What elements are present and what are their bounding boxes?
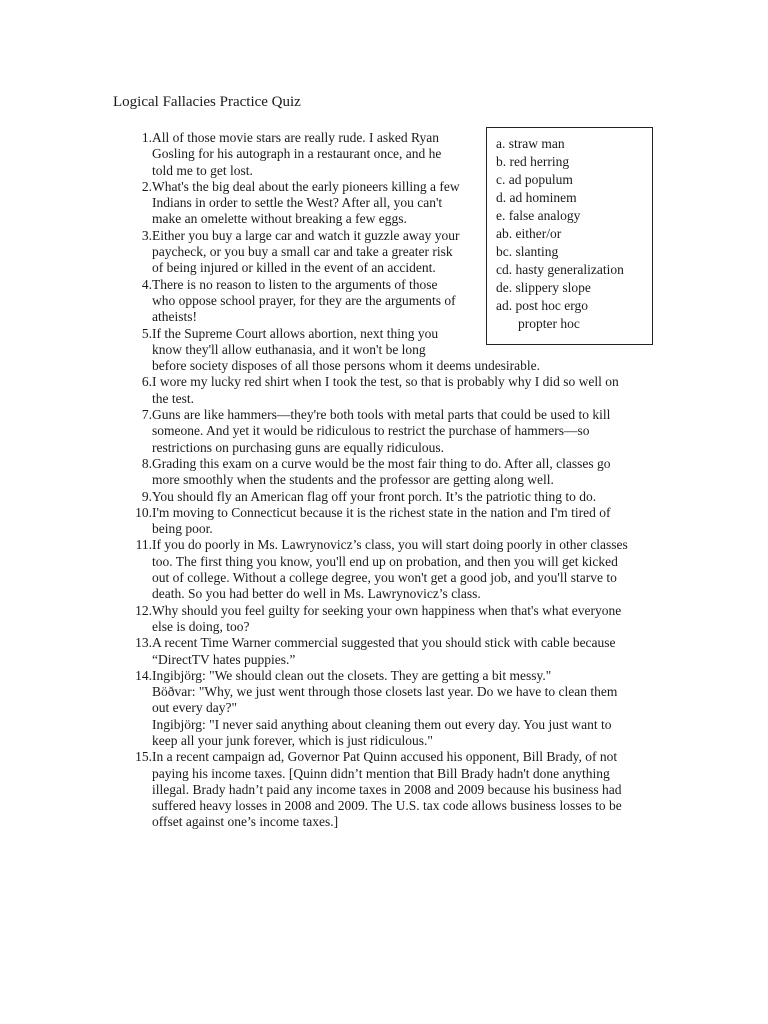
answer-option: c. ad populum bbox=[496, 172, 573, 187]
question-line: paycheck, or you buy a small car and take a greater risk bbox=[152, 244, 453, 260]
question-line: suffered heavy losses in 2008 and 2009. The U.S. tax code allows business losses to be bbox=[152, 798, 622, 814]
question-item bbox=[130, 228, 650, 277]
question-number: 6. bbox=[141, 374, 152, 390]
question-text bbox=[152, 374, 650, 407]
question-text bbox=[152, 603, 650, 636]
question-line: Why should you feel guilty for seeking your own happiness when that's what everyone bbox=[152, 602, 622, 618]
question-item bbox=[130, 749, 650, 830]
question-text bbox=[152, 228, 650, 277]
question-number: 7. bbox=[141, 407, 152, 423]
question-item bbox=[130, 489, 650, 505]
question-line: who oppose school prayer, for they are the arguments of bbox=[152, 292, 456, 308]
question-number: 3. bbox=[141, 227, 152, 243]
question-item bbox=[130, 603, 650, 636]
question-line: illegal. Brady hadn’t paid any income taxes in 2008 and 2009 because his business had bbox=[152, 781, 622, 797]
question-line: paying his income taxes. [Quinn didn’t mention that Bill Brady hadn't done anything bbox=[152, 765, 610, 781]
question-item bbox=[130, 635, 650, 668]
question-text bbox=[152, 635, 650, 668]
question-item bbox=[130, 374, 650, 407]
question-list bbox=[130, 130, 650, 831]
question-number: 12. bbox=[135, 602, 152, 618]
question-number: 4. bbox=[141, 276, 152, 292]
question-line: Indians in order to settle the West? After all, you can't bbox=[152, 195, 443, 211]
question-number: 14. bbox=[135, 667, 152, 683]
question-line: out of college. Without a college degree, you won't get a good job, and you'll starve to bbox=[152, 570, 617, 586]
answer-option-continuation: propter hoc bbox=[518, 316, 580, 331]
question-line: being poor. bbox=[152, 521, 213, 537]
question-line: Guns are like hammers—they're both tools with metal parts that could be used to kill bbox=[152, 407, 611, 423]
question-line: Ingibjörg: "I never said anything about cleaning them out every day. You just want to bbox=[152, 716, 612, 732]
question-line: death. So you had better do well in Ms. Lawrynovicz’s class. bbox=[152, 586, 481, 602]
answer-option: ad. post hoc ergo bbox=[496, 298, 588, 313]
answer-option: bc. slanting bbox=[496, 244, 559, 259]
question-line: know they'll allow euthanasia, and it won't be long bbox=[152, 341, 426, 357]
question-line: Either you buy a large car and watch it guzzle away your bbox=[152, 227, 460, 243]
question-item bbox=[130, 668, 650, 749]
question-line: make an omelette without breaking a few eggs. bbox=[152, 211, 407, 227]
question-item bbox=[130, 179, 650, 228]
question-item bbox=[130, 277, 650, 326]
question-line: offset against one’s income taxes.] bbox=[152, 814, 339, 830]
question-text bbox=[152, 749, 650, 830]
question-line: There is no reason to listen to the arguments of those bbox=[152, 276, 438, 292]
question-number: 8. bbox=[141, 455, 152, 471]
question-line: In a recent campaign ad, Governor Pat Quinn accused his opponent, Bill Brady, of not bbox=[152, 749, 618, 765]
answer-option: d. ad hominem bbox=[496, 190, 577, 205]
question-line: Ingibjörg: "We should clean out the closets. They are getting a bit messy." bbox=[152, 667, 552, 683]
question-item bbox=[130, 326, 650, 375]
question-text bbox=[152, 489, 650, 505]
question-line: keep all your junk forever, which is just ridiculous." bbox=[152, 732, 433, 748]
answer-option: e. false analogy bbox=[496, 208, 581, 223]
question-line: too. The first thing you know, you'll end up on probation, and then you will get kicked bbox=[152, 553, 618, 569]
question-line: I wore my lucky red shirt when I took the test, so that is probably why I did so well on bbox=[152, 374, 619, 390]
question-line: Grading this exam on a curve would be the most fair thing to do. After all, classes go bbox=[152, 455, 611, 471]
question-line: else is doing, too? bbox=[152, 618, 250, 634]
question-line: of being injured or killed in the event of an accident. bbox=[152, 260, 436, 276]
question-line: What's the big deal about the early pioneers killing a few bbox=[152, 178, 460, 194]
question-number: 10. bbox=[135, 504, 152, 520]
question-line: atheists! bbox=[152, 309, 197, 325]
question-text bbox=[152, 537, 650, 602]
question-text bbox=[152, 130, 650, 179]
question-line: out every day?" bbox=[152, 700, 237, 716]
question-number: 15. bbox=[135, 749, 152, 765]
question-number: 13. bbox=[135, 635, 152, 651]
question-line: someone. And yet it would be ridiculous to restrict the purchase of hammers—so bbox=[152, 423, 590, 439]
question-item bbox=[130, 537, 650, 602]
question-text bbox=[152, 505, 650, 538]
question-text bbox=[152, 277, 650, 326]
answer-option: cd. hasty generalization bbox=[496, 262, 624, 277]
question-number: 1. bbox=[141, 130, 152, 145]
question-text bbox=[152, 407, 650, 456]
question-line: I'm moving to Connecticut because it is the richest state in the nation and I'm tired of bbox=[152, 504, 611, 520]
question-line: If you do poorly in Ms. Lawrynovicz’s class, you will start doing poorly in other classes bbox=[152, 537, 628, 553]
answer-option: b. red herring bbox=[496, 154, 570, 169]
question-line: If the Supreme Court allows abortion, next thing you bbox=[152, 325, 439, 341]
page-title: Logical Fallacies Practice Quiz bbox=[113, 94, 301, 110]
answer-option: ab. either/or bbox=[496, 226, 562, 241]
question-line: the test. bbox=[152, 390, 194, 406]
question-line: told me to get lost. bbox=[152, 162, 253, 178]
question-number: 5. bbox=[141, 325, 152, 341]
question-text bbox=[152, 456, 650, 489]
answer-option: a. straw man bbox=[496, 136, 565, 151]
question-item bbox=[130, 130, 650, 179]
question-item bbox=[130, 456, 650, 489]
question-item bbox=[130, 505, 650, 538]
question-line: A recent Time Warner commercial suggested that you should stick with cable because bbox=[152, 635, 616, 651]
question-number: 9. bbox=[141, 488, 152, 504]
question-text bbox=[152, 326, 650, 375]
question-item bbox=[130, 407, 650, 456]
question-line: restrictions on purchasing guns are equally ridiculous. bbox=[152, 439, 445, 455]
question-line: Böðvar: "Why, we just went through those closets last year. Do we have to clean them bbox=[152, 684, 618, 700]
question-text bbox=[152, 668, 650, 749]
question-line: “DirectTV hates puppies.” bbox=[152, 651, 296, 667]
answer-option: de. slippery slope bbox=[496, 280, 591, 295]
question-line: All of those movie stars are really rude. I asked Ryan bbox=[152, 130, 439, 145]
question-text bbox=[152, 179, 650, 228]
question-line: You should fly an American flag off your front porch. It’s the patriotic thing to do. bbox=[152, 488, 597, 504]
question-line: before society disposes of all those persons whom it deems undesirable. bbox=[152, 358, 541, 374]
question-number: 2. bbox=[141, 178, 152, 194]
question-line: Gosling for his autograph in a restaurant once, and he bbox=[152, 146, 442, 162]
question-line: more smoothly when the students and the professor are getting along well. bbox=[152, 472, 554, 488]
question-number: 11. bbox=[135, 537, 152, 553]
